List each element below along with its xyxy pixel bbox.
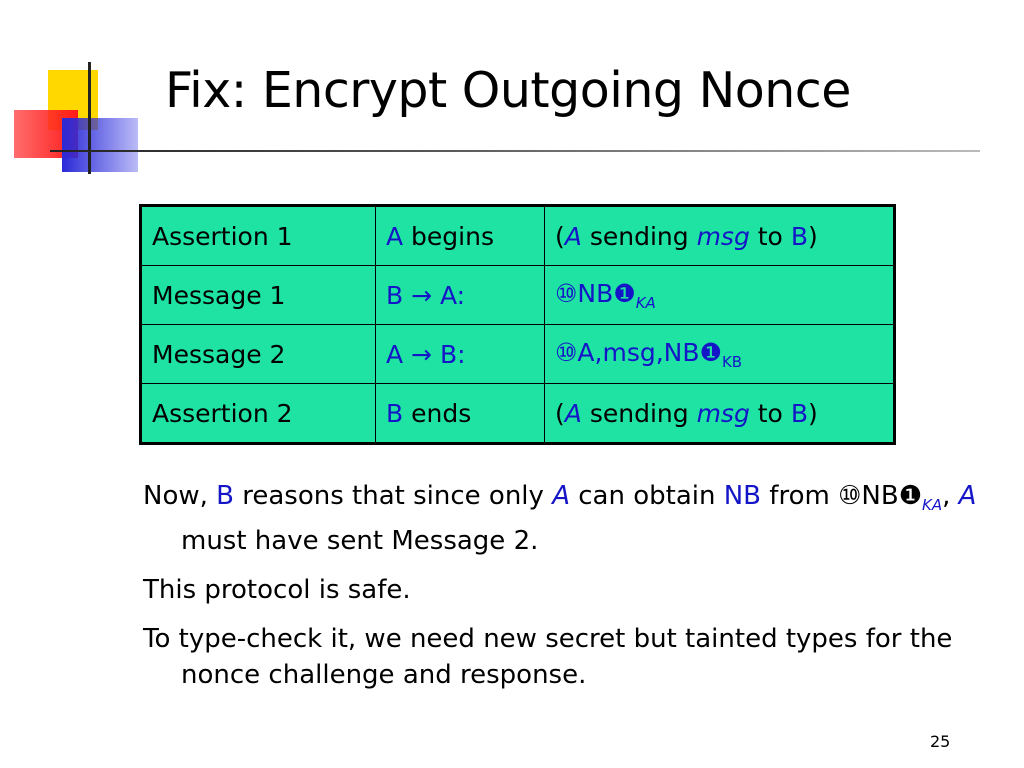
- encrypt-close: ❶: [898, 481, 922, 511]
- text: must have sent Message 2.: [181, 526, 539, 556]
- page-number: 25: [930, 732, 951, 751]
- msg-var: msg: [696, 221, 750, 251]
- detail-text: to: [749, 398, 791, 428]
- logo-vertical-rule: [88, 62, 91, 174]
- paragraph-typecheck: To type-check it, we need new secret but tainted types for the nonce challenge and response.: [143, 624, 953, 690]
- payload: A,msg,NB: [577, 337, 700, 367]
- detail-text: to: [749, 221, 791, 251]
- row-event: [376, 206, 545, 266]
- event-text: ends: [403, 398, 472, 428]
- principal: B: [216, 481, 234, 511]
- logo-blue-square: [62, 118, 138, 172]
- principal: A: [552, 481, 570, 511]
- key: KA: [922, 496, 943, 514]
- principal: A: [386, 339, 404, 369]
- principal: A: [958, 481, 977, 511]
- event-text: begins: [403, 221, 494, 251]
- paren: (: [555, 398, 565, 428]
- paren: (: [555, 221, 565, 251]
- table-row: [141, 384, 895, 444]
- encrypt-open: ⑩: [555, 337, 578, 367]
- principal: A:: [440, 280, 466, 310]
- row-detail: [545, 206, 895, 266]
- row-event: [376, 266, 545, 325]
- slide-body: [143, 478, 993, 706]
- text: ,: [942, 481, 959, 511]
- principal: B: [386, 280, 404, 310]
- table-row: [141, 266, 895, 325]
- arrow: →: [403, 339, 440, 369]
- text: from: [761, 481, 839, 511]
- principal: A: [564, 221, 582, 251]
- row-label: Message 1: [141, 266, 376, 325]
- title-underline-rule: [50, 150, 980, 152]
- principal: B: [386, 398, 404, 428]
- text: reasons that since only: [234, 481, 553, 511]
- slide-title: Fix: Encrypt Outgoing Nonce: [165, 62, 851, 119]
- payload: NB: [577, 278, 614, 308]
- arrow: →: [403, 280, 440, 310]
- text: can obtain: [569, 481, 724, 511]
- table-row: [141, 325, 895, 384]
- detail-text: sending: [581, 221, 697, 251]
- paren: ): [807, 221, 818, 251]
- nonce: NB: [861, 481, 899, 511]
- row-label: Assertion 2: [141, 384, 376, 444]
- msg-var: msg: [696, 398, 750, 428]
- detail-text: sending: [581, 398, 697, 428]
- row-detail: [545, 325, 895, 384]
- key: KB: [721, 352, 743, 371]
- principal: B: [790, 398, 808, 428]
- paren: ): [807, 398, 818, 428]
- text: Now,: [143, 481, 217, 511]
- encrypt-close: ❶: [699, 337, 722, 367]
- row-label: Message 2: [141, 325, 376, 384]
- encrypt-close: ❶: [613, 278, 636, 308]
- principal: A: [564, 398, 582, 428]
- protocol-table: [139, 204, 896, 445]
- key: KA: [635, 293, 656, 312]
- principal: B: [790, 221, 808, 251]
- table-row: [141, 206, 895, 266]
- row-detail: [545, 384, 895, 444]
- row-event: [376, 325, 545, 384]
- row-detail: [545, 266, 895, 325]
- nonce: NB: [723, 481, 762, 511]
- row-label: Assertion 1: [141, 206, 376, 266]
- principal: B:: [439, 339, 466, 369]
- row-event: [376, 384, 545, 444]
- encrypt-open: ⑩: [555, 278, 578, 308]
- encrypt-open: ⑩: [838, 481, 862, 511]
- principal: A: [386, 221, 404, 251]
- paragraph-reasoning: [143, 478, 993, 559]
- paragraph-safe: This protocol is safe.: [143, 575, 411, 605]
